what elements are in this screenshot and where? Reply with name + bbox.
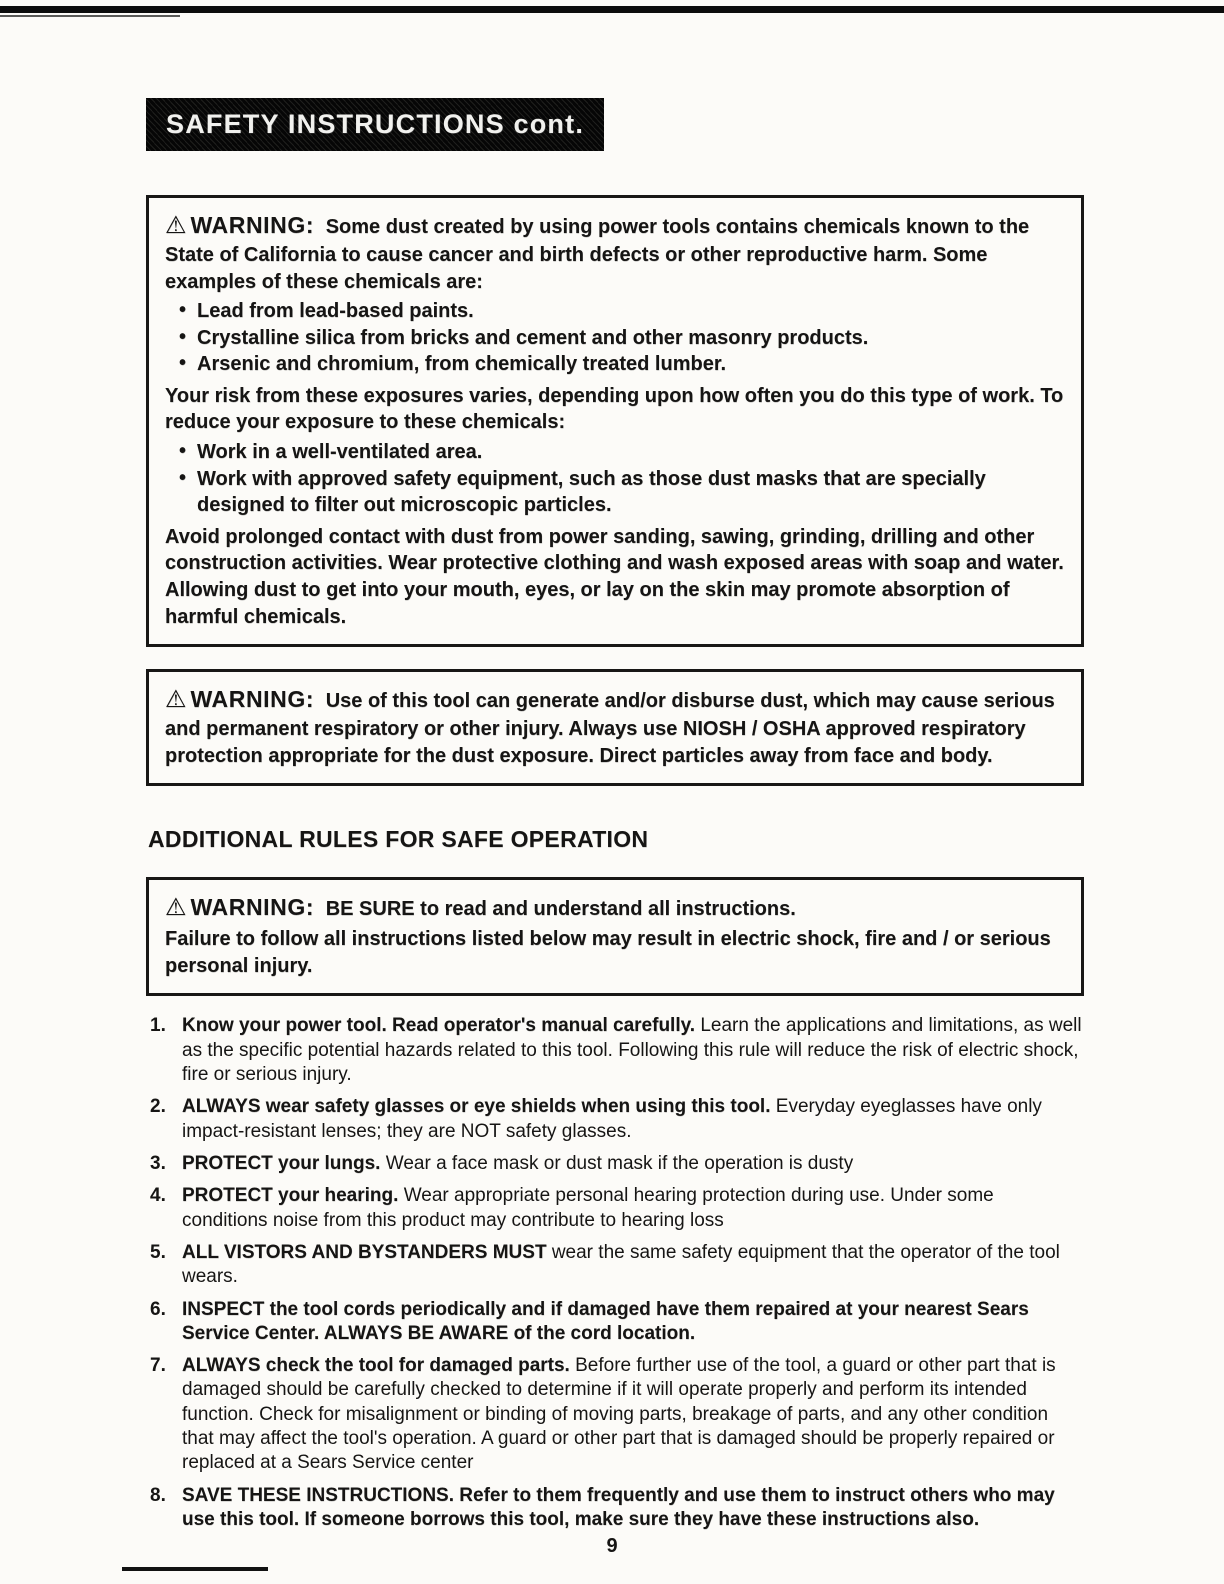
- list-item-text: Arsenic and chromium, from chemically treated lumber.: [197, 353, 727, 376]
- rule-rest-text: Wear appropriate personal hearing protection during use. Under some conditions noise from this product may contribute to hearing loss: [182, 1185, 994, 1231]
- rule-item: [146, 1484, 1084, 1533]
- rule-number: 1.: [150, 1015, 166, 1037]
- page-content: [146, 98, 1084, 1540]
- rule-bold-text: PROTECT your hearing.: [182, 1185, 399, 1207]
- safety-rules-list: [146, 1014, 1084, 1532]
- rule-number: 7.: [150, 1355, 166, 1377]
- rule-item: [146, 1298, 1084, 1347]
- rule-item: [146, 1152, 1084, 1176]
- warning-intro-paragraph: [165, 210, 1065, 295]
- warning-box-read-instructions: [146, 877, 1084, 996]
- rule-number: 6.: [150, 1298, 166, 1320]
- rule-text: [182, 1095, 1084, 1144]
- rule-item: [146, 1241, 1084, 1290]
- list-item-text: Crystalline silica from bricks and cement and other masonry products.: [197, 326, 869, 349]
- rule-bold-text: Know your power tool. Read operator's manual carefully.: [182, 1015, 696, 1037]
- rule-item: [146, 1095, 1084, 1144]
- rule-rest-text: Learn the applications and limitations, as well as the specific potential hazards related to this tool. Following this rule will reduce the risk of electric shock, fire or serious injury.: [182, 1015, 1082, 1086]
- rule-text: [182, 1184, 1084, 1233]
- warning-icon: ⚠: [165, 211, 187, 239]
- warning-label: WARNING:: [190, 894, 315, 921]
- warning-lead-paragraph: [165, 892, 1065, 924]
- exposure-reduction-list: [179, 439, 1065, 519]
- rule-bold-text: SAVE THESE INSTRUCTIONS. Refer to them frequently and use them to instruct others who may use this tool. If someone borrows this tool, make sure they have these instructions also.: [182, 1484, 1055, 1531]
- rule-number: 5.: [150, 1241, 166, 1263]
- rule-bold-text: ALWAYS check the tool for damaged parts.: [182, 1355, 570, 1377]
- section-heading: ADDITIONAL RULES FOR SAFE OPERATION: [148, 826, 649, 853]
- rule-rest-text: Before further use of the tool, a guard or other part that is damaged should be carefully checked to determine if it will operate properly and perform its intended function. Check for misalignment or binding of moving parts, breakage of parts, and any other condition that may affect the tool's operation. A guard or other part that is damaged should be properly repaired or replaced at a Sears Service center: [182, 1355, 1056, 1474]
- warning-intro-text: Some dust created by using power tools contains chemicals known to the State of California to cause cancer and birth defects or other reproductive harm. Some examples of these chemicals are:: [165, 216, 1030, 293]
- list-item: [179, 466, 1065, 519]
- warning-text: Use of this tool can generate and/or disburse dust, which may cause serious and permanent respiratory or other injury. Always use NIOSH / OSHA approved respiratory protection appropriate for the dust exposure. Direct particles away from face and body.: [165, 690, 1055, 767]
- rule-bold-text: PROTECT your lungs.: [182, 1152, 381, 1174]
- rule-bold-text: ALWAYS wear safety glasses or eye shields when using this tool.: [182, 1096, 771, 1118]
- warning-label: WARNING:: [190, 212, 315, 238]
- rule-bold-text: INSPECT the tool cords periodically and if damaged have them repaired at your nearest Sears Service Center. ALWAYS BE AWARE of the cord location.: [182, 1298, 1029, 1344]
- warning-lead-text: BE SURE to read and understand all instructions.: [325, 898, 796, 921]
- rule-text: [182, 1354, 1084, 1476]
- page-number: 9: [606, 1535, 618, 1557]
- chemical-examples-list: [179, 298, 1065, 378]
- rule-text: [182, 1241, 1084, 1290]
- section-title: SAFETY INSTRUCTIONS cont.: [166, 109, 585, 139]
- rule-item: [146, 1354, 1084, 1476]
- list-item-text: Work with approved safety equipment, such as those dust masks that are specially designed to filter out microscopic particles.: [197, 467, 986, 517]
- warning-box-dust-chemicals: [146, 195, 1084, 647]
- list-item: [179, 298, 1065, 325]
- rule-text: [182, 1298, 1084, 1347]
- warning-icon: ⚠: [165, 685, 187, 714]
- list-item: [179, 439, 1065, 466]
- list-item-text: Work in a well-ventilated area.: [197, 441, 483, 464]
- list-item: [179, 325, 1065, 352]
- rule-rest-text: Wear a face mask or dust mask if the operation is dusty: [385, 1152, 854, 1174]
- rule-rest-text: Everyday eyeglasses have only impact-resistant lenses; they are NOT safety glasses.: [182, 1096, 1042, 1142]
- section-title-bar: [146, 98, 604, 151]
- rule-rest-text: wear the same safety equipment that the operator of the tool wears.: [182, 1241, 1060, 1288]
- scan-artifact-bottom-line: [122, 1567, 268, 1571]
- warning-closing-paragraph: Avoid prolonged contact with dust from power sanding, sawing, grinding, drilling and other construction activities. Wear protective clothing and wash exposed areas with soap and water. Allowing dust to get into your mouth, eyes, or lay on the skin may promote absorption of harmful chemicals.: [165, 525, 1064, 628]
- scan-artifact-top-line: [0, 6, 1224, 13]
- rule-number: 8.: [150, 1484, 166, 1506]
- warning-box-respiratory: [146, 669, 1084, 786]
- rule-item: [146, 1184, 1084, 1233]
- warning-risk-paragraph: Your risk from these exposures varies, depending upon how often you do this type of work. To reduce your exposure to these chemicals:: [165, 384, 1064, 434]
- rule-text: [182, 1152, 1084, 1176]
- rule-number: 2.: [150, 1096, 166, 1118]
- warning-icon: ⚠: [165, 893, 187, 922]
- warning-body-text: Failure to follow all instructions listed below may result in electric shock, fire and / or serious personal injury.: [165, 928, 1051, 977]
- warning-label: WARNING:: [190, 686, 315, 713]
- list-item: [179, 351, 1065, 378]
- rule-number: 4.: [150, 1185, 166, 1207]
- warning-paragraph: [165, 684, 1065, 769]
- list-item-text: Lead from lead-based paints.: [197, 300, 474, 323]
- rule-bold-text: ALL VISTORS AND BYSTANDERS MUST: [182, 1241, 547, 1263]
- rule-text: [182, 1484, 1084, 1533]
- rule-text: [182, 1014, 1084, 1087]
- rule-item: [146, 1014, 1084, 1087]
- rule-number: 3.: [150, 1152, 166, 1174]
